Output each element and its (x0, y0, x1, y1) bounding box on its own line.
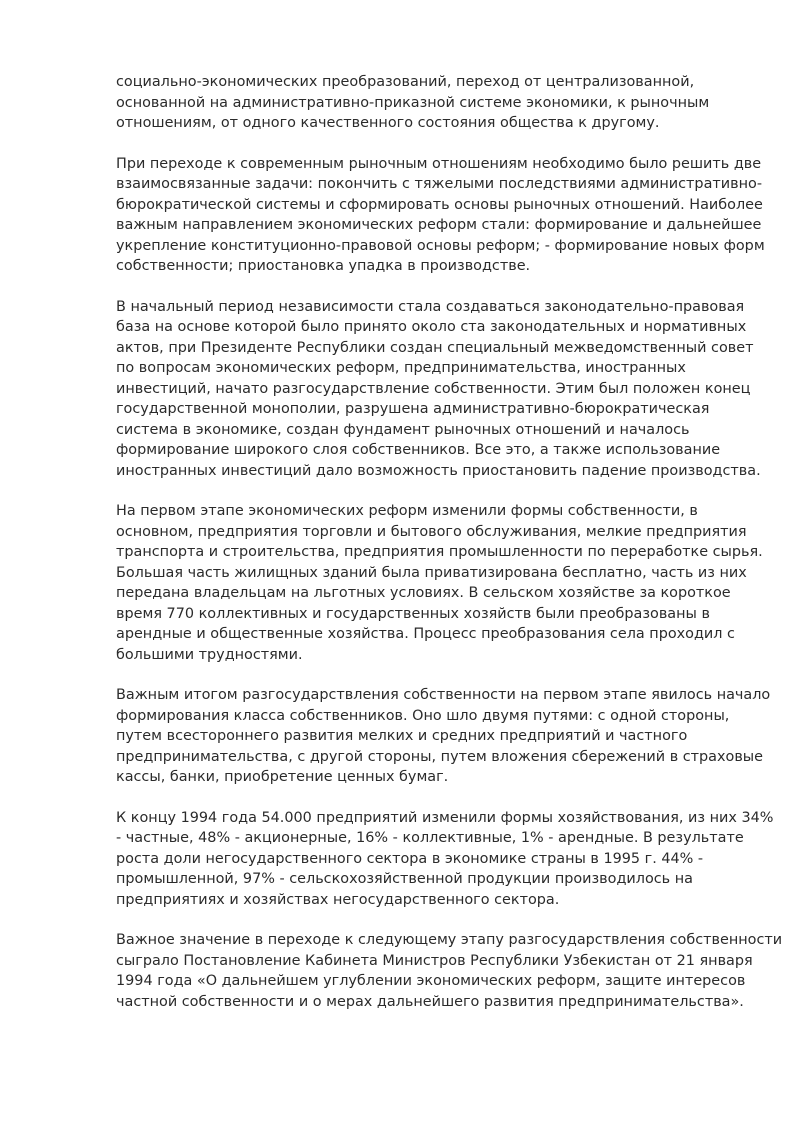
text-line: путем всестороннего развития мелких и средних предприятий и частного (116, 728, 688, 744)
paragraph-7 (116, 930, 783, 1012)
text-line: собственности; приостановка упадка в производстве. (116, 258, 531, 274)
text-line: кассы, банки, приобретение ценных бумаг. (116, 769, 449, 785)
text-line: предприятиях и хозяйствах негосударственного сектора. (116, 891, 560, 908)
paragraph-3 (116, 297, 761, 482)
text-line: основном, предприятия торговли и бытового обслуживания, мелкие предприятия (116, 523, 747, 540)
text-line: иностранных инвестиций дало возможность приостановить падение производства. (116, 462, 761, 479)
text-line: промышленной, 97% - сельскохозяйственной продукции производилось на (116, 871, 693, 887)
text-line: Большая часть жилищных зданий была приватизирована бесплатно, часть из них (116, 564, 747, 581)
paragraph-6 (116, 808, 774, 911)
text-line: транспорта и строительства, предприятия промышленности по переработке сырья. (116, 544, 763, 560)
text-line: передана владельцам на льготных условиях. В сельском хозяйстве за короткое (116, 585, 731, 601)
text-line: Важное значение в переходе к следующему этапу разгосударствления собственности (116, 932, 783, 948)
text-line: основанной на административно-приказной системе экономики, к рыночным (116, 94, 710, 111)
text-line: актов, при Президенте Республики создан специальный межведомственный совет (116, 339, 754, 356)
text-line: база на основе которой было принято около ста законодательных и нормативных (116, 319, 747, 335)
text-line: важным направлением экономических реформ стали: формирование и дальнейшее (116, 217, 762, 233)
text-line: Важным итогом разгосударствления собственности на первом этапе явилось начало (116, 687, 771, 703)
document-page (116, 72, 783, 1032)
text-line: инвестиций, начато разгосударствление собственности. Этим был положен конец (116, 380, 751, 397)
text-line: государственной монополии, разрушена административно-бюрократическая (116, 401, 710, 417)
text-line: отношениям, от одного качественного состояния общества к другому. (116, 115, 660, 131)
text-line: роста доли негосударственного сектора в экономике страны в 1995 г. 44% - (116, 850, 704, 867)
paragraph-4 (116, 501, 763, 665)
text-line: При переходе к современным рыночным отношениям необходимо было решить две (116, 155, 762, 172)
paragraph-1 (116, 72, 748, 134)
text-line: укрепление конституционно-правовой основы реформ; - формирование новых форм (116, 237, 765, 254)
text-line: взаимосвязанные задачи: покончить с тяжелыми последствиями административно- (116, 176, 763, 192)
text-line: время 770 коллективных и государственных хозяйств были преобразованы в (116, 605, 710, 622)
text-line: 1994 года «О дальнейшем углублении экономических реформ, защите интересов (116, 973, 746, 989)
text-line: На первом этапе экономических реформ изменили формы собственности, в (116, 503, 698, 519)
text-line: по вопросам экономических реформ, предпринимательства, иностранных (116, 360, 686, 376)
text-line: социально-экономических преобразований, переход от централизованной, (116, 74, 695, 90)
text-line: частной собственности и о мерах дальнейшего развития предпринимательства». (116, 993, 744, 1010)
text-line: - частные, 48% - акционерные, 16% - коллективные, 1% - арендные. В результате (116, 830, 744, 846)
text-line: формирование широкого слоя собственников. Все это, а также использование (116, 442, 721, 458)
text-line: система в экономике, создан фундамент рыночных отношений и началось (116, 421, 690, 438)
text-line: арендные и общественные хозяйства. Процесс преобразования села проходил с (116, 626, 735, 642)
text-line: бюрократической системы и сформировать основы рыночных отношений. Наиболее (116, 196, 763, 213)
text-line: формирования класса собственников. Оно шло двумя путями: с одной стороны, (116, 707, 730, 724)
text-line: предпринимательства, с другой стороны, путем вложения сбережений в страховые (116, 748, 764, 765)
text-line: сыграло Постановление Кабинета Министров Республики Узбекистан от 21 января (116, 952, 753, 969)
text-line: К концу 1994 года 54.000 предприятий изменили формы хозяйствования, из них 34% (116, 809, 774, 826)
paragraph-2 (116, 154, 765, 277)
paragraph-5 (116, 685, 771, 788)
text-line: большими трудностями. (116, 646, 303, 663)
text-line: В начальный период независимости стала создаваться законодательно-правовая (116, 298, 745, 315)
